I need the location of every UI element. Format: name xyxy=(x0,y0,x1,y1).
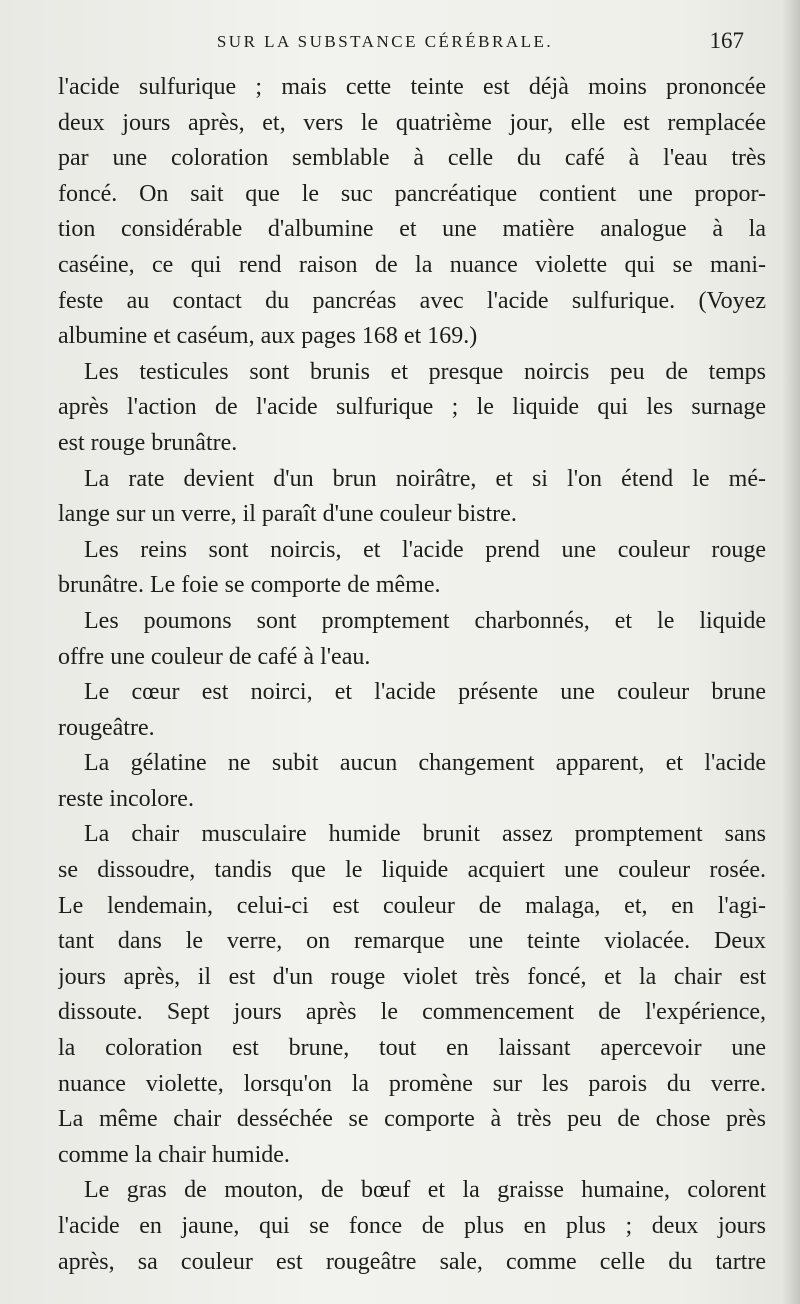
text-line: Le cœur est noirci, et l'acide présente une couleur brune xyxy=(84,679,766,706)
page-edge-shadow xyxy=(782,0,800,1304)
text-line: rougeâtre. xyxy=(58,714,155,741)
text-line: par une coloration semblable à celle du café à l'eau très xyxy=(58,145,766,172)
running-head: SUR LA SUBSTANCE CÉRÉBRALE. xyxy=(216,32,554,51)
text-line: nuance violette, lorsqu'on la promène sur les parois du verre. xyxy=(58,1070,766,1097)
text-line: Le lendemain, celui-ci est couleur de malaga, et, en l'agi- xyxy=(58,892,766,919)
text-line: foncé. On sait que le suc pancréatique contient une propor- xyxy=(58,180,766,207)
text-line: offre une couleur de café à l'eau. xyxy=(58,643,371,670)
text-line: jours après, il est d'un rouge violet très foncé, et la chair est xyxy=(58,963,766,990)
text-line: après, sa couleur est rougeâtre sale, comme celle du tartre xyxy=(58,1248,766,1275)
text-line: albumine et caséum, aux pages 168 et 169.) xyxy=(58,323,478,350)
text-line: tant dans le verre, on remarque une teinte violacée. Deux xyxy=(58,928,766,955)
text-line: La chair musculaire humide brunit assez promptement sans xyxy=(84,821,766,848)
text-line: feste au contact du pancréas avec l'acide sulfurique. (Voyez xyxy=(58,287,766,314)
text-line: La même chair desséchée se comporte à très peu de chose près xyxy=(58,1106,766,1133)
text-line: après l'action de l'acide sulfurique ; le liquide qui les surnage xyxy=(58,394,766,421)
page-number: 167 xyxy=(709,28,744,53)
text-line: lange sur un verre, il paraît d'une couleur bistre. xyxy=(58,501,517,528)
text-line: reste incolore. xyxy=(58,785,194,812)
text-line: caséine, ce qui rend raison de la nuance violette qui se mani- xyxy=(58,251,766,278)
text-line: l'acide en jaune, qui se fonce de plus en plus ; deux jours xyxy=(58,1213,766,1239)
text-line: Les poumons sont promptement charbonnés, et le liquide xyxy=(84,607,766,634)
text-line: la coloration est brune, tout en laissant apercevoir une xyxy=(58,1035,766,1062)
text-line: Le gras de mouton, de bœuf et la graisse humaine, colorent xyxy=(84,1177,766,1204)
text-line: est rouge brunâtre. xyxy=(58,429,238,456)
text-line: La rate devient d'un brun noirâtre, et si l'on étend le mé- xyxy=(84,465,766,492)
page-header xyxy=(60,26,770,62)
body-text xyxy=(58,70,766,1280)
text-line: Les reins sont noircis, et l'acide prend une couleur rouge xyxy=(84,536,766,563)
text-line: brunâtre. Le foie se comporte de même. xyxy=(58,572,441,599)
text-line: comme la chair humide. xyxy=(58,1141,290,1168)
text-line: Les testicules sont brunis et presque noircis peu de temps xyxy=(84,358,766,385)
text-line: l'acide sulfurique ; mais cette teinte est déjà moins prononcée xyxy=(58,74,766,100)
text-line: dissoute. Sept jours après le commencement de l'expérience, xyxy=(58,999,766,1026)
text-line: deux jours après, et, vers le quatrième jour, elle est remplacée xyxy=(58,109,766,136)
text-line: se dissoudre, tandis que le liquide acquiert une couleur rosée. xyxy=(58,857,766,884)
text-line: tion considérable d'albumine et une matière analogue à la xyxy=(58,216,766,243)
text-line: La gélatine ne subit aucun changement apparent, et l'acide xyxy=(84,750,766,777)
